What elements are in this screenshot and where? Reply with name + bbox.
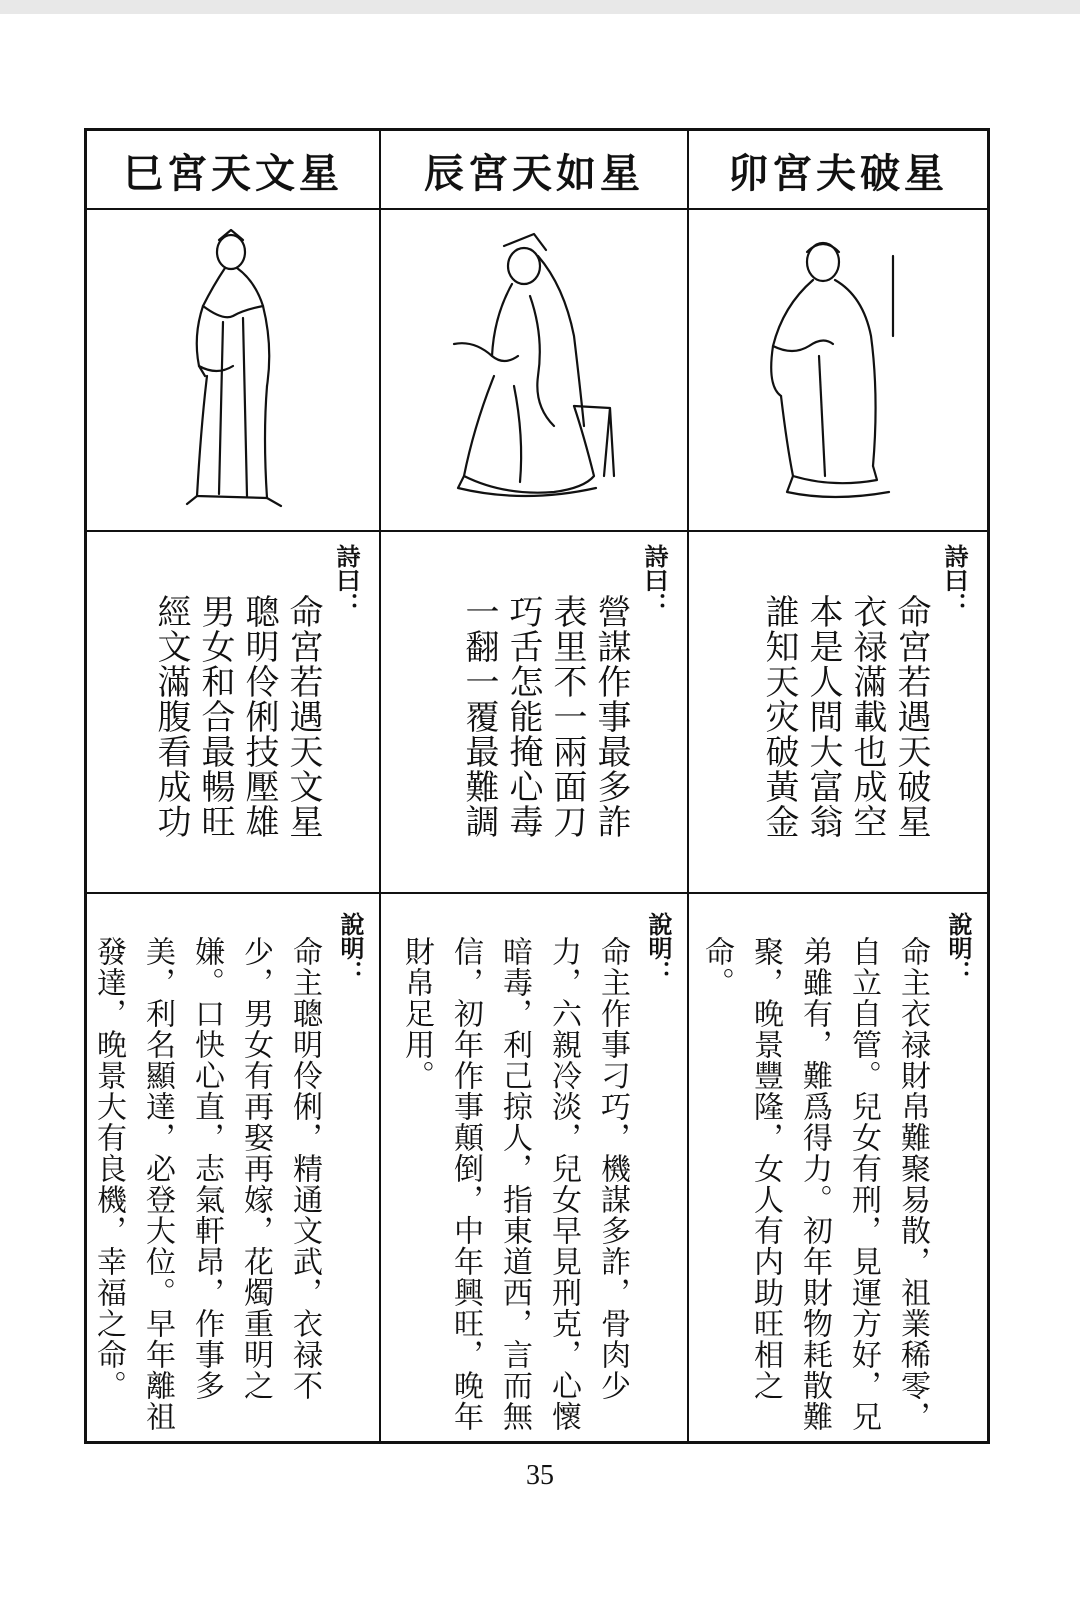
page-number: 35 (526, 1460, 554, 1491)
title-mao-fupo: 卯宮夫破星 (728, 151, 948, 197)
figure-scholar-standing (87, 212, 379, 530)
scholar-standing-illustration (163, 226, 303, 516)
title-si-tianwen: 巳宮天文星 (123, 151, 343, 197)
figure-seated-woman (381, 212, 687, 530)
poem-chen-tianru (381, 532, 687, 892)
poem-line: 經文滿腹看成功 (151, 594, 191, 839)
poem-label: 詩曰： (940, 544, 968, 616)
poem-line: 營謀作事最多詐 (591, 594, 631, 839)
poem-line: 聰明伶俐技壓雄 (239, 594, 279, 839)
explain-label: 說明： (644, 912, 672, 984)
explain-chen-tianru (381, 894, 687, 1442)
poem-line: 命宮若遇天文星 (283, 594, 323, 839)
poem-line: 一翻一覆最難調 (459, 594, 499, 839)
poem-label: 詩曰： (640, 544, 668, 616)
poem-line: 誰知天灾破黃金 (759, 594, 799, 839)
poem-si-tianwen (87, 532, 379, 892)
explain-label: 說明： (944, 912, 972, 984)
fortune-table (84, 128, 990, 1444)
poem-mao-fupo (689, 532, 987, 892)
poem-label: 詩曰： (332, 544, 360, 616)
poem-line: 男女和合最暢旺 (195, 594, 235, 839)
explain-text: 命主作事刁巧，機謀多詐，骨肉少力，六親冷淡，兒女早見刑克，心懷暗毒，利己掠人，指東道西，言而無信，初年作事顛倒，中年興旺，晚年財帛足用。 (399, 936, 630, 1432)
title-chen-tianru: 辰宮天如星 (424, 151, 644, 197)
seated-woman-illustration (434, 226, 634, 516)
poem-line: 本是人間大富翁 (803, 594, 843, 839)
explain-text: 命主衣禄財帛難聚易散，祖業稀零，自立自管。兒女有刑，見運方好，兄弟雖有，難爲得力。初年財物耗散難聚，晚景豐隆，女人有内助旺相之命。 (699, 936, 930, 1432)
figure-old-man (689, 212, 987, 530)
old-man-illustration (743, 226, 933, 516)
explain-text: 命主聰明伶俐，精通文武，衣禄不少，男女有再娶再嫁，花燭重明之嫌。口快心直，志氣軒昂，作事多美，利名顯達，必登大位。早年離祖發達，晚景大有良機，幸福之命。 (91, 936, 322, 1432)
poem-line: 衣禄滿載也成空 (847, 594, 887, 839)
explain-mao-fupo (689, 894, 987, 1442)
poem-line: 巧舌怎能掩心毒 (503, 594, 543, 839)
top-bar (0, 0, 1080, 14)
explain-si-tianwen (87, 894, 379, 1442)
poem-line: 命宮若遇天破星 (891, 594, 931, 839)
explain-label: 說明： (336, 912, 364, 984)
poem-line: 表里不一兩面刀 (547, 594, 587, 839)
